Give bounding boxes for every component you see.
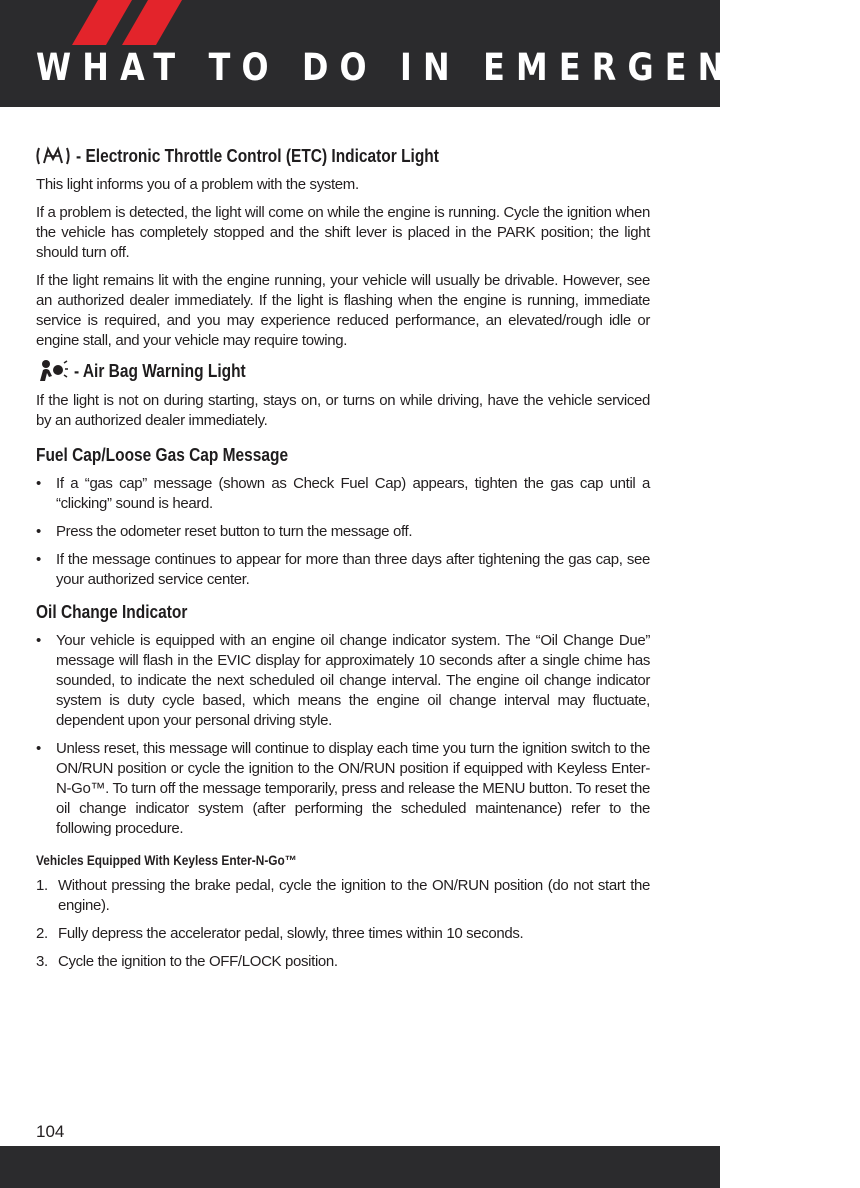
list-item bbox=[36, 924, 650, 944]
etc-section bbox=[36, 145, 650, 351]
airbag-section bbox=[36, 359, 650, 431]
oil-change-section bbox=[36, 602, 650, 839]
etc-heading-text: - Electronic Throttle Control (ETC) Indicator Light bbox=[76, 145, 439, 166]
step-number: 2. bbox=[36, 925, 48, 942]
fuel-cap-list bbox=[36, 474, 650, 590]
fuel-cap-section bbox=[36, 445, 650, 590]
airbag-paragraph-1: If the light is not on during starting, stays on, or turns on while driving, have the vehicle serviced by an authorized dealer immediately. bbox=[36, 392, 650, 429]
keyless-heading-text: Vehicles Equipped With Keyless Enter-N-Go™ bbox=[36, 853, 297, 868]
etc-heading bbox=[36, 145, 650, 167]
etc-paragraph-3: If the light remains lit with the engine running, your vehicle will usually be drivable. However, see an authorized dealer immediately. If the light is flashing when the engine is running, immediate service is required, and you may experience reduced performance, an elevated/rough idle or engine stall, and your vehicle may require towing. bbox=[36, 272, 650, 349]
list-item: • Your vehicle is equipped with an engine oil change indicator system. The “Oil Change Due” message will flash in the EVIC display for approximately 10 seconds after a single chime has sounded, to indicate the next scheduled oil change interval. The engine oil change indicator system is duty cycle based, which means the engine oil change interval may fluctuate, dependent upon your personal driving style. bbox=[36, 631, 650, 731]
page-content bbox=[36, 145, 650, 982]
footer-bar bbox=[0, 1146, 720, 1188]
air-bag-warning-icon bbox=[36, 359, 68, 383]
etc-paragraph-2: If a problem is detected, the light will come on while the engine is running. Cycle the ignition when the vehicle has completely stopped and the shift lever is placed in the PARK position; the light should turn off. bbox=[36, 204, 650, 261]
fuel-cap-heading-text: Fuel Cap/Loose Gas Cap Message bbox=[36, 445, 289, 465]
step-text: Cycle the ignition to the OFF/LOCK position. bbox=[58, 953, 338, 970]
list-item: • If a “gas cap” message (shown as Check Fuel Cap) appears, tighten the gas cap until a “clicking” sound is heard. bbox=[36, 474, 650, 514]
airbag-heading-text: - Air Bag Warning Light bbox=[74, 360, 246, 381]
list-item: • Unless reset, this message will continue to display each time you turn the ignition switch to the ON/RUN position or cycle the ignition to the ON/RUN position if equipped with Keyless Enter-N-Go™. To turn off the message temporarily, press and release the MENU button. To reset the oil change indicator system (after performing the scheduled maintenance) refer to the following procedure. bbox=[36, 739, 650, 839]
page-title: WHAT TO DO IN EMERGENCIES bbox=[36, 46, 860, 89]
etc-paragraph-1: This light informs you of a problem with the system. bbox=[36, 176, 359, 193]
step-text: Without pressing the brake pedal, cycle the ignition to the ON/RUN position (do not start the engine). bbox=[58, 877, 650, 914]
list-item bbox=[36, 952, 650, 972]
brand-stripes-logo bbox=[70, 0, 190, 45]
airbag-heading bbox=[36, 359, 650, 383]
electronic-throttle-control-icon bbox=[36, 145, 70, 167]
step-number: 3. bbox=[36, 953, 48, 970]
oil-change-heading-text: Oil Change Indicator bbox=[36, 602, 188, 622]
list-item bbox=[36, 876, 650, 916]
step-number: 1. bbox=[36, 877, 48, 894]
list-item: • Press the odometer reset button to turn the message off. bbox=[36, 522, 650, 542]
step-text: Fully depress the accelerator pedal, slowly, three times within 10 seconds. bbox=[58, 925, 524, 942]
list-item: • If the message continues to appear for more than three days after tightening the gas cap, see your authorized service center. bbox=[36, 550, 650, 590]
oil-change-heading bbox=[36, 602, 650, 623]
oil-change-list bbox=[36, 631, 650, 839]
page-header bbox=[0, 0, 860, 107]
keyless-heading bbox=[36, 853, 650, 868]
fuel-cap-heading bbox=[36, 445, 650, 466]
page-number: 104 bbox=[36, 1122, 65, 1141]
keyless-section bbox=[36, 853, 650, 972]
keyless-steps bbox=[36, 876, 650, 972]
